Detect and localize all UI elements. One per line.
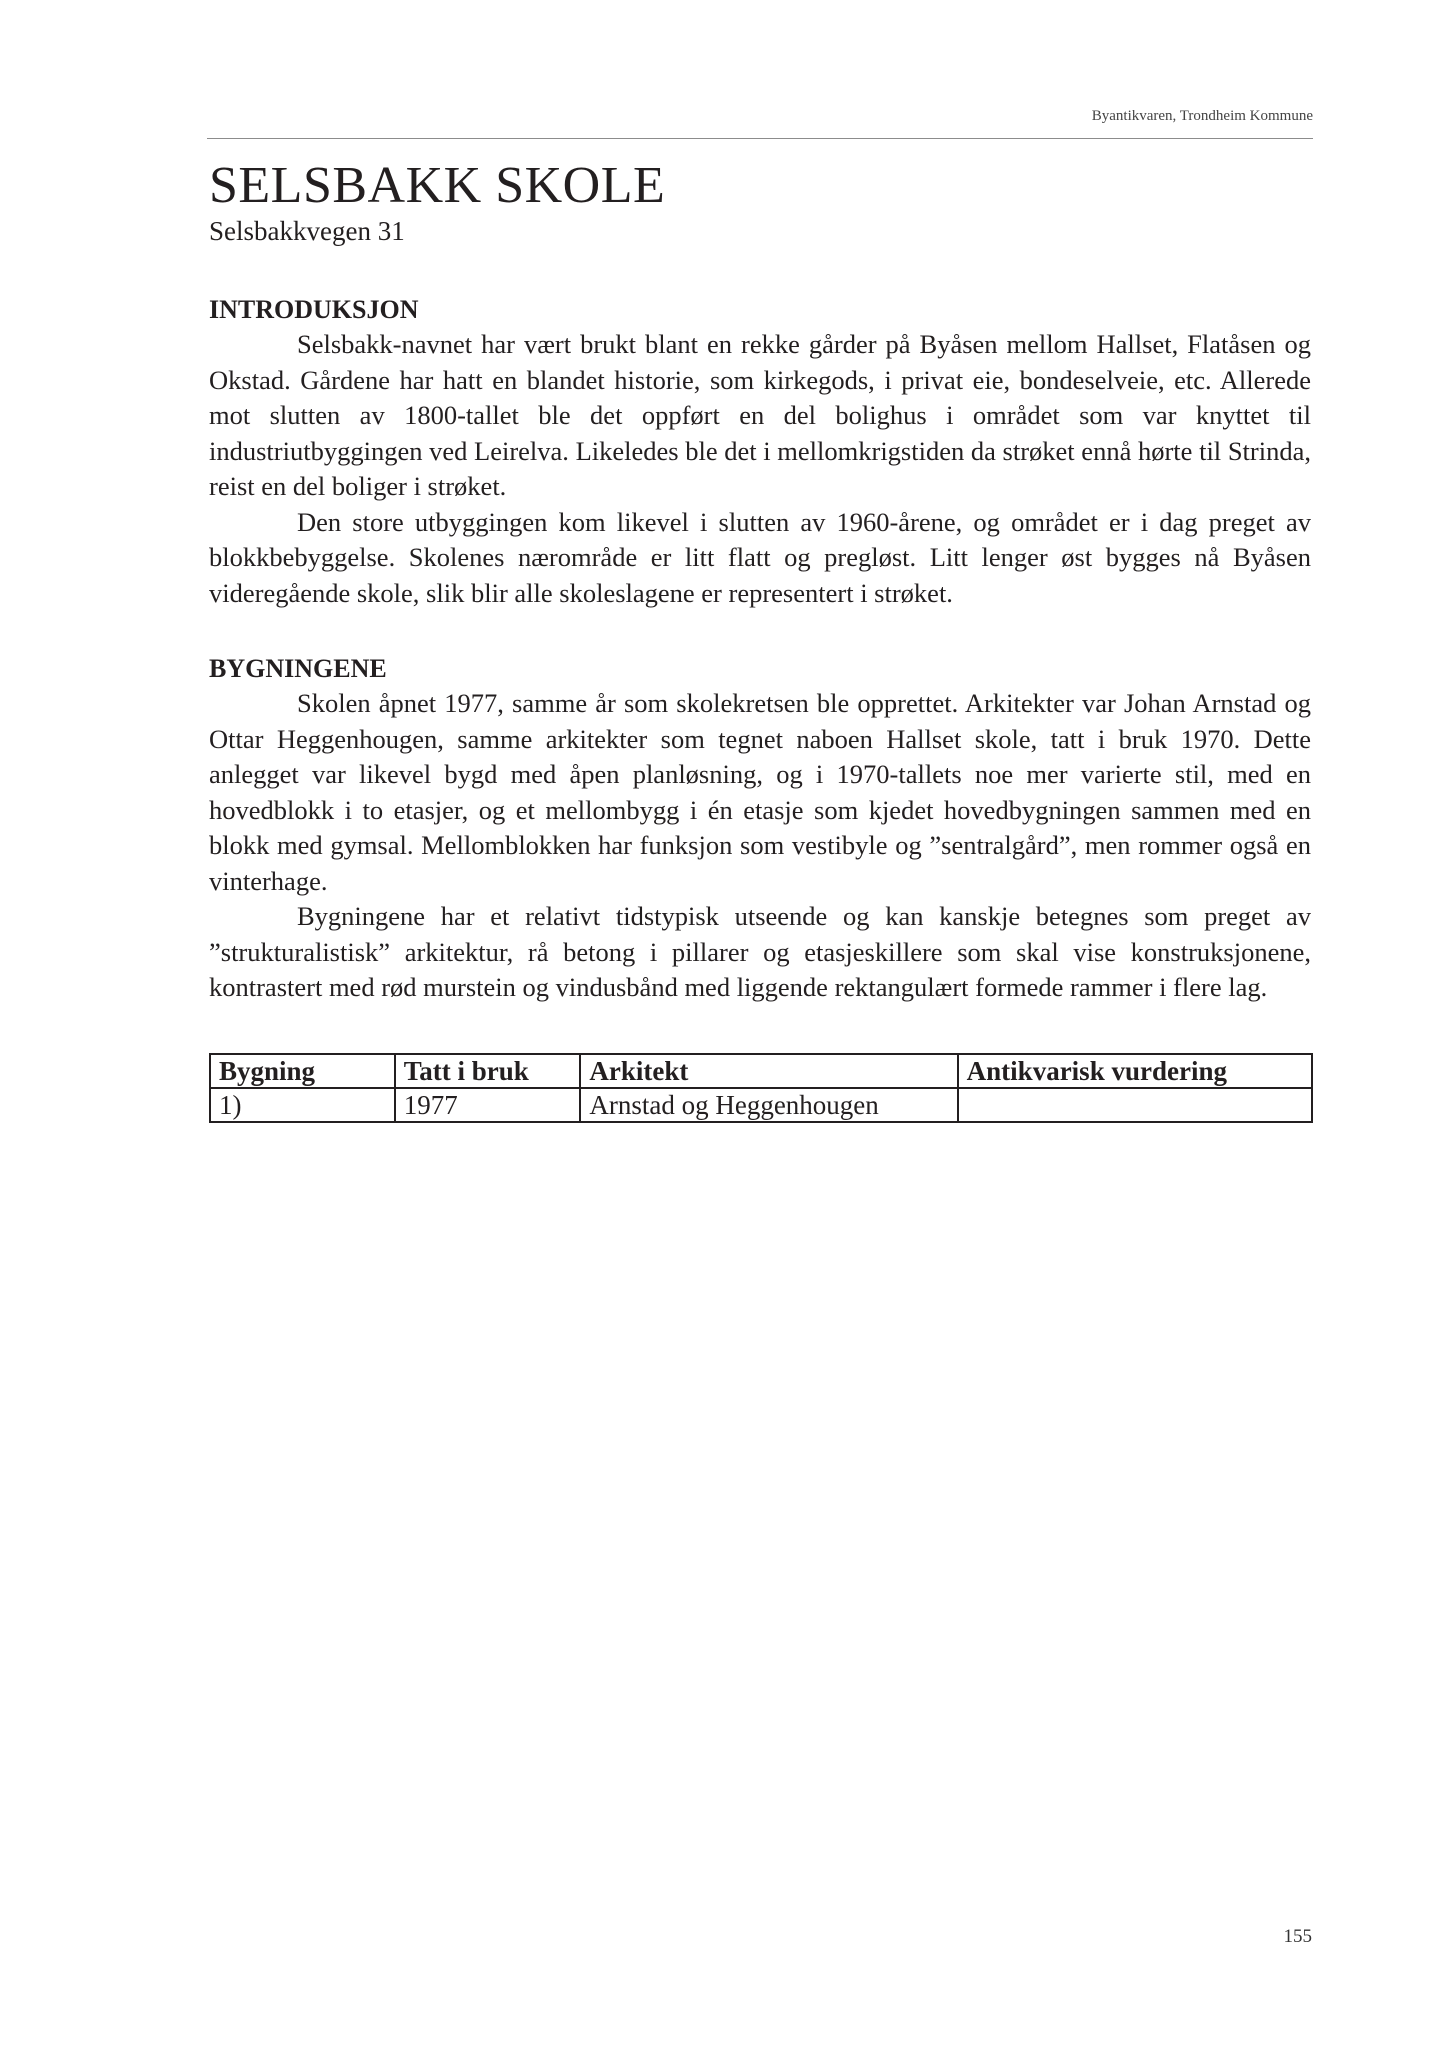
column-header-bygning: Bygning: [210, 1054, 395, 1088]
header-rule: [207, 138, 1313, 139]
page-number: 155: [1283, 1926, 1312, 1947]
table-cell-bygning: 1): [210, 1088, 395, 1122]
building-table: [209, 1053, 1313, 1123]
page-subtitle: Selsbakkvegen 31: [209, 216, 405, 246]
table-row: [210, 1088, 1312, 1122]
column-header-arkitekt: Arkitekt: [580, 1054, 957, 1088]
paragraph: Selsbakk-navnet har vært brukt blant en rekke gårder på Byåsen mellom Hallset, Flatåsen og Okstad. Gårdene har hatt en blandet historie, som kirkegods, i privat eie, bondeselveie, etc. Allerede mot slutten av 1800-tallet ble det oppført en del bolighus i området som var knyttet til industriutbyggingen ved Leirelva. Likeledes ble det i mellomkrigstiden da strøket ennå hørte til Strinda, reist en del boliger i strøket.: [209, 329, 1311, 501]
table-header-row: [210, 1054, 1312, 1088]
table-cell-tatt-i-bruk: 1977: [395, 1088, 581, 1122]
running-header: Byantikvaren, Trondheim Kommune: [1091, 108, 1313, 124]
section-heading-introduksjon: INTRODUKSJON: [209, 295, 419, 324]
page-content: [209, 158, 1311, 1123]
paragraph: Skolen åpnet 1977, samme år som skolekretsen ble opprettet. Arkitekter var Johan Arnstad og Ottar Heggenhougen, samme arkitekter som tegnet naboen Hallset skole, tatt i bruk 1970. Dette anlegget var likevel bygd med åpen planløsning, og i 1970-tallets noe mer varierte stil, med en hovedblokk i to etasjer, og et mellombygg i én etasje som kjedet hovedbygningen sammen med en blokk med gymsal. Mellomblokken har funksjon som vestibyle og ”sentralgård”, men rommer også en vinterhage.: [209, 688, 1311, 896]
page-title: SELSBAKK SKOLE: [209, 157, 666, 214]
column-header-tatt-i-bruk: Tatt i bruk: [395, 1054, 581, 1088]
section-heading-bygningene: BYGNINGENE: [209, 654, 387, 683]
table-cell-arkitekt: Arnstad og Heggenhougen: [580, 1088, 957, 1122]
paragraph: Den store utbyggingen kom likevel i slutten av 1960-årene, og området er i dag preget av blokkbebyggelse. Skolenes nærområde er litt flatt og pregløst. Litt lenger øst bygges nå Byåsen videregående skole, slik blir alle skoleslagene er representert i strøket.: [209, 506, 1311, 608]
paragraph: Bygningene har et relativt tidstypisk utseende og kan kanskje betegnes som preget av ”strukturalistisk” arkitektur, rå betong i pillarer og etasjeskillere som skal vise konstruksjonene, kontrastert med rød murstein og vindusbånd med liggende rektangulært formede rammer i flere lag.: [209, 901, 1311, 1002]
column-header-antikvarisk-vurdering: Antikvarisk vurdering: [958, 1054, 1312, 1088]
table-cell-antikvarisk-vurdering: [958, 1088, 1312, 1122]
